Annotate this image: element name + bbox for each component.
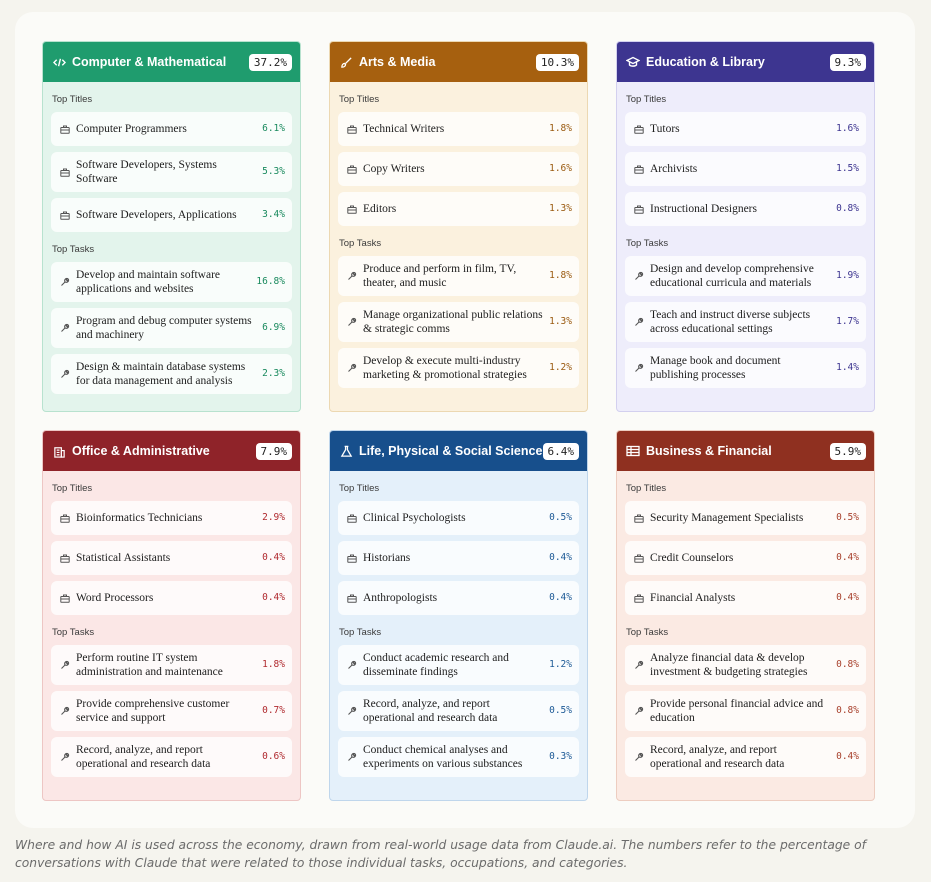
card-title: Arts & Media [359, 55, 436, 69]
task-item [51, 308, 292, 348]
task-label: Design and develop comprehensive educational curricula and materials [650, 262, 814, 289]
briefcase-icon [60, 211, 70, 220]
top-titles-list [43, 501, 300, 615]
top-titles-label: Top Titles [339, 94, 380, 105]
building-icon [52, 444, 66, 458]
title-label: Computer Programmers [76, 122, 187, 135]
title-percentage: 1.6% [836, 122, 859, 134]
task-label: Teach and instruct diverse subjects across educational settings [650, 308, 811, 335]
task-item [625, 645, 866, 685]
title-item [51, 581, 292, 615]
code-icon [52, 55, 66, 69]
briefcase-icon [60, 514, 70, 523]
briefcase-icon [347, 165, 357, 174]
wrench-icon [60, 277, 70, 287]
category-card-arts-media [329, 41, 588, 412]
task-percentage: 0.8% [836, 658, 859, 670]
wrench-icon [347, 660, 357, 670]
task-item [338, 737, 579, 777]
task-percentage: 1.4% [836, 361, 859, 373]
wrench-icon [60, 660, 70, 670]
task-label: Provide personal financial advice and education [650, 697, 824, 724]
task-label: Provide comprehensive customer service and support [76, 697, 230, 724]
title-item [51, 541, 292, 575]
top-tasks-list [43, 262, 300, 394]
category-card-education-library [616, 41, 875, 412]
title-label: Statistical Assistants [76, 551, 171, 564]
title-label: Tutors [650, 122, 680, 135]
task-label: Develop & execute multi-industry marketing & promotional strategies [363, 354, 527, 381]
briefcase-icon [60, 125, 70, 134]
wrench-icon [347, 271, 357, 281]
card-header [43, 42, 300, 82]
briefcase-icon [347, 125, 357, 134]
title-label: Clinical Psychologists [363, 511, 466, 524]
card-header [617, 431, 874, 471]
category-card-computer-mathematical [42, 41, 301, 412]
title-label: Security Management Specialists [650, 511, 804, 524]
title-item [625, 501, 866, 535]
card-title: Life, Physical & Social Science [359, 444, 543, 458]
briefcase-icon [634, 205, 644, 214]
briefcase-icon [347, 205, 357, 214]
card-header [617, 42, 874, 82]
task-item [625, 691, 866, 731]
top-titles-label: Top Titles [52, 94, 93, 105]
top-tasks-label: Top Tasks [52, 627, 95, 638]
title-label: Software Developers, Systems Software [76, 158, 217, 185]
top-titles-list [330, 112, 587, 226]
task-label: Conduct chemical analyses and experiments on various substances [363, 743, 523, 770]
wrench-icon [634, 706, 644, 716]
card-title: Education & Library [646, 55, 765, 69]
title-label: Bioinformatics Technicians [76, 511, 203, 524]
briefcase-icon [60, 168, 70, 177]
task-percentage: 6.9% [262, 321, 285, 333]
title-label: Software Developers, Applications [76, 208, 237, 221]
title-label: Technical Writers [363, 122, 445, 135]
title-item [51, 112, 292, 146]
wrench-icon [347, 706, 357, 716]
task-label: Produce and perform in film, TV, theater, and music [363, 262, 517, 289]
title-percentage: 6.1% [262, 122, 285, 134]
task-item [51, 354, 292, 394]
figure-caption: Where and how AI is used across the economy, drawn from real-world usage data from Claude.ai. The numbers refer to the percentage of conversations with Claude that were related to those individual tasks, occupations, and categories. [15, 838, 866, 870]
category-card-office-administrative [42, 430, 301, 801]
top-titles-label: Top Titles [626, 483, 667, 494]
task-item [51, 691, 292, 731]
briefcase-icon [60, 594, 70, 603]
title-percentage: 0.5% [549, 511, 572, 523]
title-item [625, 541, 866, 575]
task-item [338, 348, 579, 388]
briefcase-icon [634, 125, 644, 134]
top-titles-list [617, 501, 874, 615]
title-percentage: 2.9% [262, 511, 285, 523]
ledger-icon [626, 444, 640, 458]
task-percentage: 1.8% [262, 658, 285, 670]
title-label: Credit Counselors [650, 551, 734, 564]
top-tasks-list [617, 645, 874, 777]
card-percentage-badge: 10.3% [536, 54, 579, 71]
title-item [51, 198, 292, 232]
title-percentage: 0.4% [262, 551, 285, 563]
task-percentage: 0.7% [262, 704, 285, 716]
card-header [330, 42, 587, 82]
title-item [338, 192, 579, 226]
title-label: Financial Analysts [650, 591, 736, 604]
task-percentage: 0.4% [836, 750, 859, 762]
task-percentage: 1.2% [549, 361, 572, 373]
task-percentage: 0.6% [262, 750, 285, 762]
flask-icon [339, 444, 353, 458]
wrench-icon [60, 369, 70, 379]
title-item [625, 152, 866, 186]
top-tasks-label: Top Tasks [52, 244, 95, 255]
title-item [625, 192, 866, 226]
briefcase-icon [347, 554, 357, 563]
task-item [338, 645, 579, 685]
title-label: Historians [363, 551, 411, 564]
title-item [338, 152, 579, 186]
card-title: Business & Financial [646, 444, 772, 458]
task-label: Perform routine IT system administration and maintenance [76, 651, 223, 678]
title-percentage: 0.4% [549, 591, 572, 603]
graduation-cap-icon [626, 55, 640, 69]
task-item [625, 348, 866, 388]
title-item [51, 501, 292, 535]
brush-icon [339, 55, 353, 69]
briefcase-icon [347, 594, 357, 603]
task-label: Conduct academic research and disseminate findings [363, 651, 509, 678]
task-percentage: 1.7% [836, 315, 859, 327]
title-item [338, 581, 579, 615]
title-item [338, 541, 579, 575]
category-card-life-physical-social-science [329, 430, 588, 801]
task-item [51, 262, 292, 302]
wrench-icon [634, 271, 644, 281]
card-percentage-badge: 9.3% [830, 54, 867, 71]
title-label: Editors [363, 202, 397, 215]
task-label: Design & maintain database systems for data management and analysis [76, 360, 246, 387]
task-item [51, 645, 292, 685]
title-item [338, 112, 579, 146]
top-tasks-label: Top Tasks [339, 627, 382, 638]
task-item [51, 737, 292, 777]
task-item [625, 302, 866, 342]
title-label: Word Processors [76, 591, 154, 604]
task-label: Manage organizational public relations & strategic comms [363, 308, 543, 335]
top-titles-label: Top Titles [52, 483, 93, 494]
briefcase-icon [634, 554, 644, 563]
wrench-icon [634, 660, 644, 670]
task-item [625, 256, 866, 296]
top-tasks-list [617, 256, 874, 388]
category-grid [42, 41, 875, 801]
top-tasks-label: Top Tasks [339, 238, 382, 249]
title-percentage: 1.3% [549, 202, 572, 214]
task-percentage: 16.8% [256, 275, 285, 287]
title-label: Copy Writers [363, 162, 425, 175]
title-label: Instructional Designers [650, 202, 757, 215]
title-percentage: 1.5% [836, 162, 859, 174]
card-percentage-badge: 6.4% [543, 443, 580, 460]
title-item [338, 501, 579, 535]
title-percentage: 0.8% [836, 202, 859, 214]
task-percentage: 1.9% [836, 269, 859, 281]
task-percentage: 2.3% [262, 367, 285, 379]
task-label: Develop and maintain software applications and websites [76, 268, 221, 295]
title-percentage: 5.3% [262, 165, 285, 177]
task-label: Manage book and document publishing processes [650, 354, 781, 381]
card-title: Computer & Mathematical [72, 55, 227, 69]
title-item [51, 152, 292, 192]
card-title: Office & Administrative [72, 444, 210, 458]
briefcase-icon [634, 165, 644, 174]
top-titles-list [617, 112, 874, 226]
task-label: Record, analyze, and report operational and research data [650, 743, 785, 770]
wrench-icon [347, 317, 357, 327]
task-item [338, 256, 579, 296]
title-item [625, 581, 866, 615]
title-label: Archivists [650, 162, 698, 175]
title-percentage: 0.5% [836, 511, 859, 523]
task-label: Record, analyze, and report operational and research data [76, 743, 211, 770]
task-item [338, 302, 579, 342]
wrench-icon [60, 323, 70, 333]
card-percentage-badge: 5.9% [830, 443, 867, 460]
top-tasks-list [330, 645, 587, 777]
title-percentage: 3.4% [262, 208, 285, 220]
wrench-icon [60, 752, 70, 762]
title-percentage: 0.4% [836, 551, 859, 563]
top-titles-list [330, 501, 587, 615]
card-percentage-badge: 7.9% [256, 443, 293, 460]
top-tasks-label: Top Tasks [626, 238, 669, 249]
briefcase-icon [60, 554, 70, 563]
category-card-business-financial [616, 430, 875, 801]
card-percentage-badge: 37.2% [249, 54, 292, 71]
title-percentage: 0.4% [836, 591, 859, 603]
task-item [625, 737, 866, 777]
card-header [330, 431, 587, 471]
top-tasks-list [43, 645, 300, 777]
task-percentage: 0.3% [549, 750, 572, 762]
task-item [338, 691, 579, 731]
briefcase-icon [347, 514, 357, 523]
briefcase-icon [634, 594, 644, 603]
task-percentage: 0.5% [549, 704, 572, 716]
task-label: Record, analyze, and report operational and research data [363, 697, 498, 724]
title-percentage: 1.6% [549, 162, 572, 174]
title-item [625, 112, 866, 146]
top-titles-list [43, 112, 300, 232]
wrench-icon [60, 706, 70, 716]
top-titles-label: Top Titles [626, 94, 667, 105]
briefcase-icon [634, 514, 644, 523]
wrench-icon [634, 363, 644, 373]
task-percentage: 1.8% [549, 269, 572, 281]
title-percentage: 1.8% [549, 122, 572, 134]
task-percentage: 1.3% [549, 315, 572, 327]
task-percentage: 0.8% [836, 704, 859, 716]
task-label: Analyze financial data & develop investment & budgeting strategies [650, 651, 808, 678]
title-percentage: 0.4% [262, 591, 285, 603]
card-header [43, 431, 300, 471]
wrench-icon [347, 363, 357, 373]
top-tasks-list [330, 256, 587, 388]
wrench-icon [347, 752, 357, 762]
top-titles-label: Top Titles [339, 483, 380, 494]
title-label: Anthropologists [363, 591, 438, 604]
wrench-icon [634, 317, 644, 327]
wrench-icon [634, 752, 644, 762]
title-percentage: 0.4% [549, 551, 572, 563]
top-tasks-label: Top Tasks [626, 627, 669, 638]
task-label: Program and debug computer systems and machinery [76, 314, 252, 341]
task-percentage: 1.2% [549, 658, 572, 670]
